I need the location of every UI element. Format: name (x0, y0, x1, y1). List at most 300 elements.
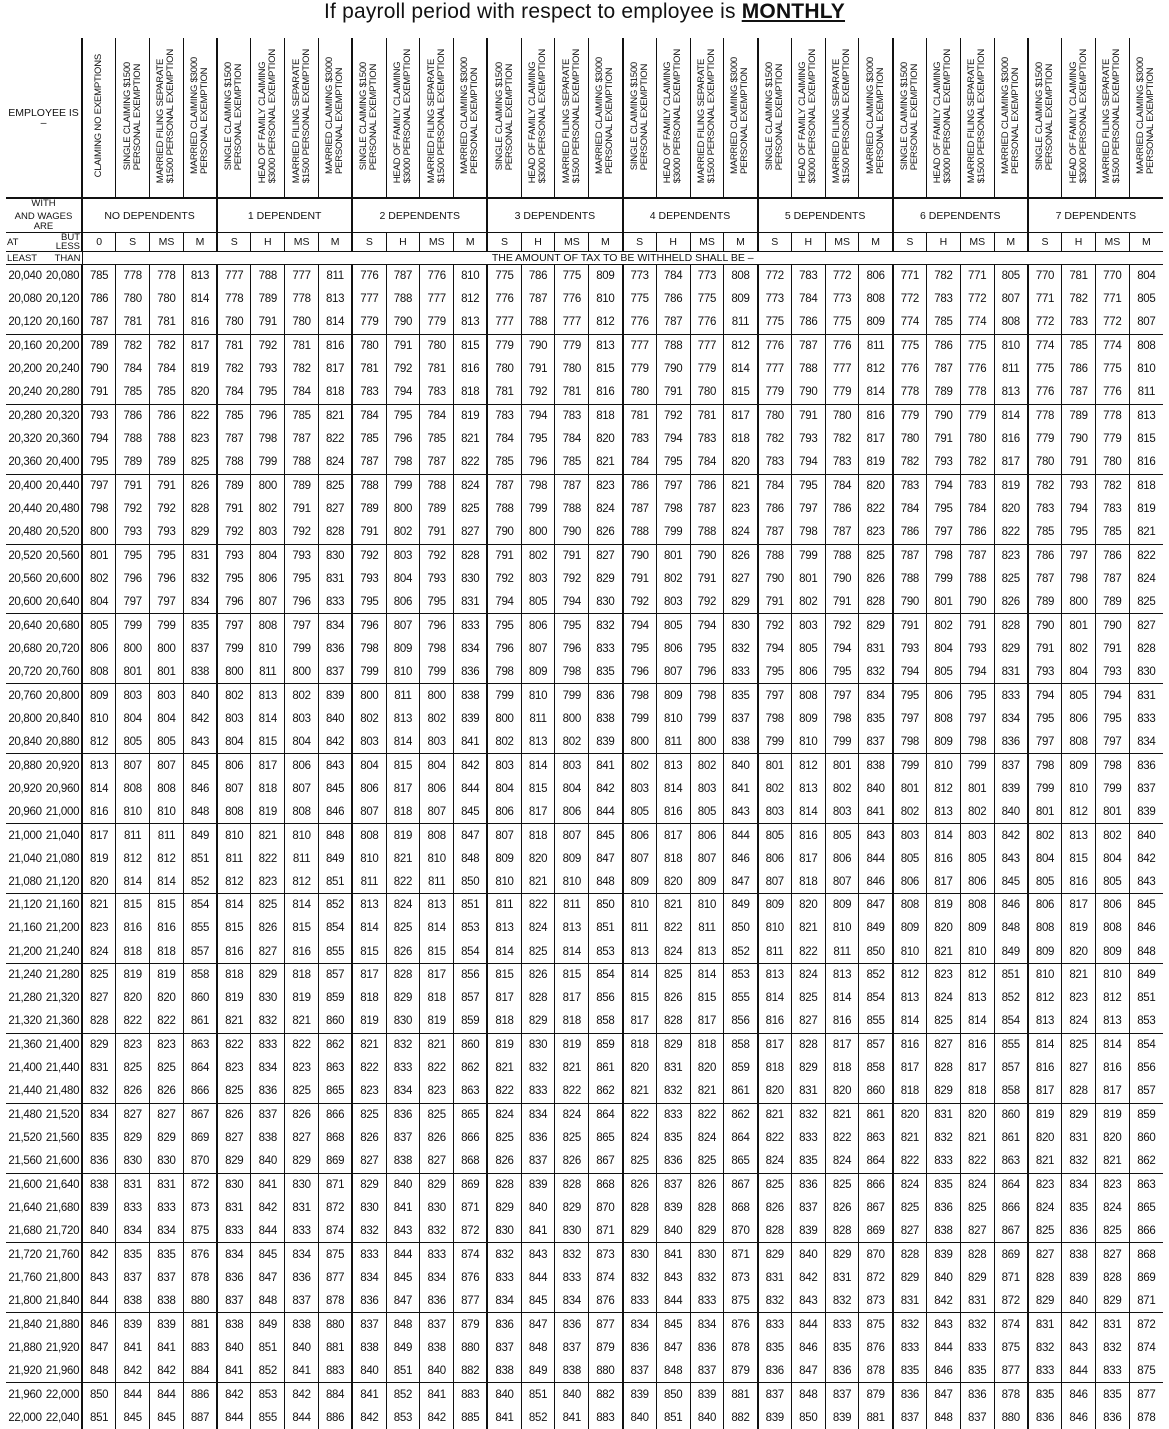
tax-amount-cell: 821 (487, 1057, 521, 1080)
tax-amount-cell: 795 (1095, 707, 1129, 730)
dependents-group-label: NO DEPENDENTS (82, 198, 217, 233)
tax-amount-cell: 854 (318, 917, 352, 940)
tax-amount-cell: 831 (1028, 1313, 1062, 1336)
tax-amount-cell: 819 (1129, 497, 1163, 520)
tax-amount-cell: 845 (589, 824, 623, 847)
tax-amount-cell: 824 (724, 521, 758, 544)
tax-amount-cell: 872 (183, 1173, 217, 1196)
tax-amount-cell: 809 (487, 847, 521, 870)
tax-amount-cell: 845 (454, 800, 488, 823)
status-code: M (183, 233, 217, 252)
tax-amount-cell: 824 (791, 963, 825, 986)
tax-amount-cell: 804 (927, 637, 961, 660)
tax-amount-cell: 867 (724, 1173, 758, 1196)
tax-amount-cell: 813 (960, 987, 994, 1010)
tax-amount-cell: 826 (656, 987, 690, 1010)
tax-amount-cell: 829 (960, 1266, 994, 1289)
tax-amount-cell: 809 (859, 311, 893, 334)
tax-amount-cell: 820 (1095, 1126, 1129, 1149)
tax-amount-cell: 794 (825, 637, 859, 660)
tax-amount-cell: 791 (690, 567, 724, 590)
tax-amount-cell: 881 (859, 1406, 893, 1429)
tax-amount-cell: 781 (352, 358, 386, 381)
tax-amount-cell: 837 (623, 1359, 657, 1382)
wage-at-least: 20,720 (6, 661, 44, 684)
tax-amount-cell: 788 (623, 521, 657, 544)
wages-label: AND WAGES ARE (6, 212, 81, 232)
tax-amount-cell: 839 (318, 684, 352, 707)
tax-amount-cell: 795 (386, 404, 420, 427)
tax-amount-cell: 819 (555, 1033, 589, 1056)
tax-amount-cell: 817 (251, 754, 285, 777)
tax-amount-cell: 777 (758, 358, 792, 381)
tax-amount-cell: 840 (994, 800, 1028, 823)
tax-amount-cell: 806 (1062, 707, 1096, 730)
tax-amount-cell: 834 (859, 684, 893, 707)
wage-but-less-than: 21,040 (44, 824, 82, 847)
tax-amount-cell: 822 (758, 1126, 792, 1149)
tax-amount-cell: 817 (994, 451, 1028, 474)
tax-amount-cell: 807 (656, 661, 690, 684)
tax-amount-cell: 851 (454, 894, 488, 917)
tax-amount-cell: 787 (352, 451, 386, 474)
tax-amount-cell: 827 (1129, 614, 1163, 637)
wage-but-less-than: 20,640 (44, 591, 82, 614)
tax-amount-cell: 835 (859, 707, 893, 730)
tax-amount-cell: 786 (1095, 544, 1129, 567)
tax-amount-cell: 804 (251, 544, 285, 567)
tax-amount-cell: 799 (285, 637, 319, 660)
tax-amount-cell: 788 (420, 474, 454, 497)
tax-amount-cell: 824 (960, 1173, 994, 1196)
tax-amount-cell: 811 (859, 334, 893, 357)
table-row (6, 800, 1163, 823)
tax-amount-cell: 818 (487, 1010, 521, 1033)
dependents-group-label: 6 DEPENDENTS (893, 198, 1028, 233)
tax-amount-cell: 809 (656, 684, 690, 707)
tax-amount-cell: 795 (487, 614, 521, 637)
tax-amount-cell: 818 (420, 987, 454, 1010)
tax-amount-cell: 805 (82, 614, 116, 637)
tax-amount-cell: 826 (859, 567, 893, 590)
tax-amount-cell: 847 (724, 870, 758, 893)
tax-amount-cell: 825 (994, 567, 1028, 590)
tax-amount-cell: 840 (927, 1266, 961, 1289)
tax-amount-cell: 773 (825, 288, 859, 311)
tax-amount-cell: 813 (318, 288, 352, 311)
tax-amount-cell: 787 (825, 521, 859, 544)
tax-amount-cell: 780 (116, 288, 150, 311)
tax-amount-cell: 842 (1129, 847, 1163, 870)
tax-amount-cell: 829 (251, 963, 285, 986)
tax-amount-cell: 837 (758, 1383, 792, 1406)
tax-amount-cell: 826 (386, 940, 420, 963)
tax-amount-cell: 833 (150, 1196, 184, 1219)
tax-amount-cell: 827 (454, 521, 488, 544)
wage-at-least: 20,880 (6, 754, 44, 777)
tax-amount-cell: 807 (521, 637, 555, 660)
tax-amount-cell: 848 (251, 1290, 285, 1313)
tax-amount-cell: 877 (994, 1359, 1028, 1382)
tax-amount-cell: 772 (960, 288, 994, 311)
tax-amount-cell: 811 (690, 917, 724, 940)
tax-amount-cell: 778 (960, 381, 994, 404)
tax-amount-cell: 825 (487, 1126, 521, 1149)
tax-amount-cell: 787 (1062, 381, 1096, 404)
tax-amount-cell: 878 (183, 1266, 217, 1289)
column-title-text: HEAD OF FAMILY CLAIMING $3000 PERSONAL EXEMPTION (258, 49, 278, 183)
tax-amount-cell: 836 (994, 730, 1028, 753)
tax-amount-cell: 780 (1028, 451, 1062, 474)
tax-amount-cell: 776 (352, 265, 386, 288)
tax-amount-cell: 831 (116, 1173, 150, 1196)
tax-amount-cell: 818 (150, 940, 184, 963)
tax-amount-cell: 822 (454, 451, 488, 474)
table-row (6, 637, 1163, 660)
tax-amount-cell: 802 (960, 800, 994, 823)
tax-amount-cell: 877 (454, 1290, 488, 1313)
tax-amount-cell: 837 (116, 1266, 150, 1289)
tax-amount-cell: 832 (825, 1290, 859, 1313)
tax-amount-cell: 809 (521, 661, 555, 684)
tax-amount-cell: 792 (825, 614, 859, 637)
tax-amount-cell: 818 (116, 940, 150, 963)
tax-amount-cell: 833 (555, 1266, 589, 1289)
but-less-label: BUT LESS (44, 233, 82, 252)
tax-amount-cell: 816 (758, 1010, 792, 1033)
tax-amount-cell: 802 (623, 754, 657, 777)
tax-amount-cell: 806 (386, 591, 420, 614)
tax-amount-cell: 832 (656, 1080, 690, 1103)
tax-amount-cell: 777 (352, 288, 386, 311)
tax-amount-cell: 828 (825, 1220, 859, 1243)
tax-amount-cell: 812 (1028, 987, 1062, 1010)
tax-amount-cell: 874 (454, 1243, 488, 1266)
tax-amount-cell: 786 (521, 265, 555, 288)
tax-amount-cell: 829 (555, 1196, 589, 1219)
tax-amount-cell: 822 (285, 1033, 319, 1056)
tax-amount-cell: 787 (791, 334, 825, 357)
tax-amount-cell: 787 (960, 544, 994, 567)
tax-amount-cell: 810 (352, 847, 386, 870)
tax-amount-cell: 804 (1028, 847, 1062, 870)
status-code: S (217, 233, 251, 252)
tax-amount-cell: 777 (555, 311, 589, 334)
tax-amount-cell: 805 (656, 614, 690, 637)
tax-amount-cell: 868 (1129, 1243, 1163, 1266)
tax-amount-cell: 832 (420, 1220, 454, 1243)
tax-amount-cell: 830 (555, 1220, 589, 1243)
tax-amount-cell: 837 (150, 1266, 184, 1289)
tax-amount-cell: 793 (927, 451, 961, 474)
tax-amount-cell: 794 (487, 591, 521, 614)
tax-amount-cell: 806 (690, 824, 724, 847)
tax-amount-cell: 815 (454, 334, 488, 357)
tax-amount-cell: 775 (690, 288, 724, 311)
tax-amount-cell: 821 (555, 1057, 589, 1080)
tax-amount-cell: 834 (352, 1266, 386, 1289)
tax-amount-cell: 829 (521, 1010, 555, 1033)
tax-amount-cell: 871 (1129, 1290, 1163, 1313)
tax-amount-cell: 852 (859, 963, 893, 986)
tax-amount-cell: 841 (420, 1383, 454, 1406)
tax-amount-cell: 832 (1062, 1150, 1096, 1173)
column-title-text: HEAD OF FAMILY CLAIMING $3000 PERSONAL EXEMPTION (933, 49, 953, 183)
dependents-group-label: 1 DEPENDENT (217, 198, 352, 233)
tax-amount-cell: 839 (656, 1196, 690, 1219)
tax-amount-cell: 830 (690, 1243, 724, 1266)
tax-amount-cell: 814 (724, 358, 758, 381)
tax-amount-cell: 826 (251, 917, 285, 940)
tax-amount-cell: 835 (893, 1359, 927, 1382)
tax-amount-cell: 804 (1062, 661, 1096, 684)
tax-amount-cell: 799 (487, 684, 521, 707)
tax-amount-cell: 806 (791, 661, 825, 684)
wage-but-less-than: 21,160 (44, 894, 82, 917)
tax-amount-cell: 818 (454, 381, 488, 404)
tax-amount-cell: 801 (791, 567, 825, 590)
tax-amount-cell: 836 (1095, 1406, 1129, 1429)
tax-amount-cell: 812 (1095, 987, 1129, 1010)
tax-amount-cell: 803 (960, 824, 994, 847)
tax-amount-cell: 825 (623, 1150, 657, 1173)
tax-amount-cell: 850 (82, 1383, 116, 1406)
tax-amount-cell: 800 (690, 730, 724, 753)
tax-amount-cell: 848 (454, 847, 488, 870)
tax-amount-cell: 795 (555, 614, 589, 637)
tax-amount-cell: 788 (825, 544, 859, 567)
tax-amount-cell: 863 (859, 1126, 893, 1149)
tax-amount-cell: 808 (1095, 917, 1129, 940)
tax-amount-cell: 816 (285, 940, 319, 963)
tax-amount-cell: 820 (927, 917, 961, 940)
tax-amount-cell: 818 (791, 870, 825, 893)
tax-amount-cell: 818 (758, 1057, 792, 1080)
tax-amount-cell: 841 (217, 1359, 251, 1382)
tax-amount-cell: 860 (859, 1080, 893, 1103)
tax-amount-cell: 809 (555, 847, 589, 870)
tax-amount-cell: 817 (791, 847, 825, 870)
table-row (6, 754, 1163, 777)
tax-amount-cell: 829 (690, 1220, 724, 1243)
tax-amount-cell: 820 (116, 987, 150, 1010)
tax-amount-cell: 811 (285, 847, 319, 870)
tax-amount-cell: 770 (1095, 265, 1129, 288)
tax-amount-cell: 834 (454, 637, 488, 660)
wage-at-least: 21,560 (6, 1150, 44, 1173)
tax-amount-cell: 807 (623, 847, 657, 870)
tax-amount-cell: 785 (420, 428, 454, 451)
tax-amount-cell: 780 (623, 381, 657, 404)
tax-amount-cell: 782 (285, 358, 319, 381)
table-row (6, 358, 1163, 381)
tax-amount-cell: 871 (589, 1220, 623, 1243)
tax-amount-cell: 814 (116, 870, 150, 893)
tax-amount-cell: 812 (791, 754, 825, 777)
tax-amount-cell: 780 (825, 404, 859, 427)
tax-amount-cell: 794 (1028, 684, 1062, 707)
tax-amount-cell: 870 (724, 1220, 758, 1243)
tax-amount-cell: 809 (1062, 754, 1096, 777)
tax-amount-cell: 872 (859, 1266, 893, 1289)
tax-amount-cell: 836 (927, 1196, 961, 1219)
tax-amount-cell: 825 (555, 1126, 589, 1149)
tax-amount-cell: 819 (487, 1033, 521, 1056)
tax-amount-cell: 839 (623, 1383, 657, 1406)
tax-amount-cell: 809 (825, 894, 859, 917)
tax-amount-cell: 803 (656, 591, 690, 614)
tax-amount-cell: 795 (521, 428, 555, 451)
wage-at-least: 20,360 (6, 451, 44, 474)
tax-amount-cell: 812 (217, 870, 251, 893)
tax-amount-cell: 792 (251, 334, 285, 357)
tax-amount-cell: 842 (1062, 1313, 1096, 1336)
tax-amount-cell: 783 (1095, 497, 1129, 520)
tax-amount-cell: 786 (116, 404, 150, 427)
tax-amount-cell: 799 (555, 684, 589, 707)
tax-amount-cell: 779 (487, 334, 521, 357)
tax-amount-cell: 794 (1095, 684, 1129, 707)
tax-amount-cell: 787 (82, 311, 116, 334)
wage-but-less-than: 20,120 (44, 288, 82, 311)
tax-amount-cell: 802 (893, 800, 927, 823)
tax-amount-cell: 772 (1028, 311, 1062, 334)
tax-amount-cell: 819 (859, 451, 893, 474)
tax-amount-cell: 824 (927, 987, 961, 1010)
tax-amount-cell: 826 (994, 591, 1028, 614)
tax-amount-cell: 841 (487, 1406, 521, 1429)
tax-amount-cell: 806 (656, 637, 690, 660)
tax-amount-cell: 812 (1062, 800, 1096, 823)
tax-amount-cell: 815 (150, 894, 184, 917)
tax-amount-cell: 878 (724, 1336, 758, 1359)
column-title-text: SINGLE CLAIMING $1500 PERSONAL EXEMPTION (900, 62, 920, 170)
tax-amount-cell: 829 (116, 1126, 150, 1149)
tax-amount-cell: 853 (386, 1406, 420, 1429)
tax-amount-cell: 869 (454, 1173, 488, 1196)
column-title-text: HEAD OF FAMILY CLAIMING $3000 PERSONAL EXEMPTION (663, 49, 683, 183)
tax-amount-cell: 823 (927, 963, 961, 986)
tax-amount-cell: 826 (589, 521, 623, 544)
tax-amount-cell: 818 (893, 1080, 927, 1103)
tax-amount-cell: 828 (791, 1033, 825, 1056)
tax-amount-cell: 789 (116, 451, 150, 474)
tax-amount-cell: 813 (656, 754, 690, 777)
tax-amount-cell: 828 (623, 1196, 657, 1219)
tax-amount-cell: 779 (893, 404, 927, 427)
tax-amount-cell: 815 (623, 987, 657, 1010)
tax-amount-cell: 790 (623, 544, 657, 567)
tax-amount-cell: 805 (825, 824, 859, 847)
wage-at-least: 20,080 (6, 288, 44, 311)
wage-but-less-than: 21,760 (44, 1243, 82, 1266)
tax-amount-cell: 813 (758, 963, 792, 986)
tax-amount-cell: 815 (386, 754, 420, 777)
tax-amount-cell: 786 (150, 404, 184, 427)
tax-amount-cell: 816 (318, 334, 352, 357)
tax-amount-cell: 797 (825, 684, 859, 707)
tax-amount-cell: 832 (386, 1033, 420, 1056)
table-row (6, 381, 1163, 404)
wage-at-least: 21,360 (6, 1033, 44, 1056)
tax-amount-cell: 854 (454, 940, 488, 963)
tax-amount-cell: 798 (420, 637, 454, 660)
tax-amount-cell: 809 (960, 917, 994, 940)
wage-at-least: 21,520 (6, 1126, 44, 1149)
tax-amount-cell: 792 (521, 381, 555, 404)
wage-but-less-than: 20,520 (44, 521, 82, 544)
tax-amount-cell: 840 (521, 1196, 555, 1219)
tax-amount-cell: 838 (217, 1313, 251, 1336)
tax-amount-cell: 831 (758, 1266, 792, 1289)
table-row (6, 265, 1163, 288)
tax-amount-cell: 852 (994, 987, 1028, 1010)
tax-amount-cell: 798 (1028, 754, 1062, 777)
tax-amount-cell: 820 (724, 451, 758, 474)
column-title-text: SINGLE CLAIMING $1500 PERSONAL EXEMPTION (765, 62, 785, 170)
tax-amount-cell: 803 (285, 707, 319, 730)
wage-at-least: 21,240 (6, 963, 44, 986)
tax-amount-cell: 782 (927, 265, 961, 288)
tax-amount-cell: 841 (150, 1336, 184, 1359)
tax-amount-cell: 844 (859, 847, 893, 870)
column-title (82, 38, 116, 198)
tax-amount-cell: 853 (1129, 1010, 1163, 1033)
tax-amount-cell: 776 (825, 334, 859, 357)
status-code: MS (960, 233, 994, 252)
tax-amount-cell: 817 (825, 1033, 859, 1056)
tax-amount-cell: 845 (656, 1313, 690, 1336)
tax-amount-cell: 849 (521, 1359, 555, 1382)
tax-amount-cell: 848 (183, 800, 217, 823)
tax-amount-cell: 805 (927, 661, 961, 684)
tax-amount-cell: 803 (386, 544, 420, 567)
tax-amount-cell: 788 (150, 428, 184, 451)
tax-amount-cell: 791 (960, 614, 994, 637)
tax-amount-cell: 832 (183, 567, 217, 590)
tax-amount-cell: 845 (1129, 894, 1163, 917)
tax-amount-cell: 837 (994, 754, 1028, 777)
tax-amount-cell: 859 (724, 1057, 758, 1080)
tax-amount-cell: 830 (386, 1010, 420, 1033)
wage-but-less-than: 21,440 (44, 1057, 82, 1080)
tax-amount-cell: 802 (487, 730, 521, 753)
tax-amount-cell: 825 (1028, 1220, 1062, 1243)
tax-amount-cell: 795 (825, 661, 859, 684)
tax-amount-cell: 846 (1129, 917, 1163, 940)
wage-at-least: 20,760 (6, 684, 44, 707)
tax-amount-cell: 791 (555, 544, 589, 567)
tax-amount-cell: 825 (656, 963, 690, 986)
wage-at-least: 20,320 (6, 428, 44, 451)
tax-amount-cell: 814 (487, 940, 521, 963)
tax-amount-cell: 786 (82, 288, 116, 311)
tax-amount-cell: 840 (487, 1383, 521, 1406)
tax-amount-cell: 810 (386, 661, 420, 684)
tax-amount-cell: 789 (150, 451, 184, 474)
tax-amount-cell: 842 (285, 1383, 319, 1406)
tax-amount-cell: 851 (251, 1336, 285, 1359)
tax-amount-cell: 843 (791, 1290, 825, 1313)
tax-amount-cell: 824 (386, 894, 420, 917)
tax-amount-cell: 807 (994, 288, 1028, 311)
wage-at-least: 20,640 (6, 614, 44, 637)
tax-amount-cell: 805 (1062, 684, 1096, 707)
column-title (758, 38, 792, 198)
tax-amount-cell: 822 (555, 1080, 589, 1103)
tax-amount-cell: 820 (825, 1080, 859, 1103)
tax-amount-cell: 806 (960, 870, 994, 893)
